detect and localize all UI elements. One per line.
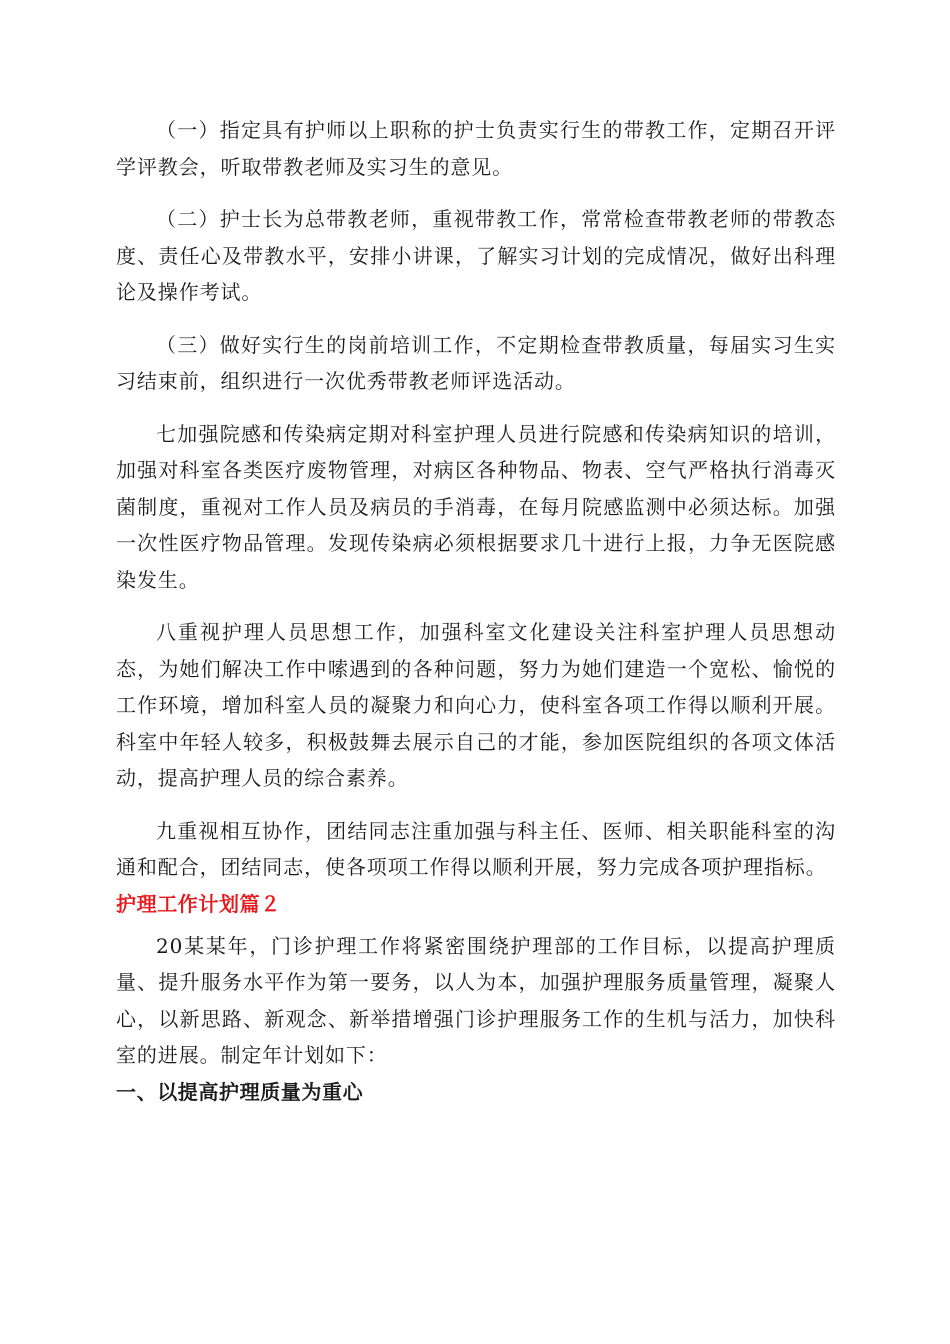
section-title: 护理工作计划篇２ <box>116 891 281 916</box>
paragraph-intro: 20某某年，门诊护理工作将紧密围绕护理部的工作目标，以提高护理质量、提升服务水平作为第一要务，以人为本，加强护理服务质量管理，凝聚人心，以新思路、新观念、新举措增强门诊护理服务工作的生机与活力，加快科室的进展。制定年计划如下： <box>116 933 836 1067</box>
paragraph-teaching-1: （一）指定具有护师以上职称的护士负责实行生的带教工作，定期召开评学评教会，听取带教老师及实习生的意见。 <box>116 118 836 179</box>
paragraph-infection-control: 七加强院感和传染病定期对科室护理人员进行院感和传染病知识的培训，加强对科室各类医疗废物管理，对病区各种物品、物表、空气严格执行消毒灭菌制度，重视对工作人员及病员的手消毒，在每月院感监测中必须达标。加强一次性医疗物品管理。发现传染病必须根据要求几十进行上报，力争无医院感染发生。 <box>116 421 836 592</box>
paragraph-staff-welfare: 八重视护理人员思想工作，加强科室文化建设关注科室护理人员思想动态，为她们解决工作中嗦遇到的各种问题，努力为她们建造一个宽松、愉悦的工作环境，增加科室人员的凝聚力和向心力，使科室各项工作得以顺利开展。科室中年轻人较多，积极鼓舞去展示自己的才能，参加医院组织的各项文体活动，提高护理人员的综合素养。 <box>116 620 836 790</box>
subheading: 一、以提高护理质量为重心 <box>116 1079 364 1104</box>
paragraph-teaching-2: （二）护士长为总带教老师，重视带教工作，常常检查带教老师的带教态度、责任心及带教水平，安排小讲课，了解实习计划的完成情况，做好出科理论及操作考试。 <box>116 207 836 304</box>
paragraph-teaching-3: （三）做好实行生的岗前培训工作，不定期检查带教质量，每届实习生实习结束前，组织进行一次优秀带教老师评选活动。 <box>116 332 836 393</box>
document-page <box>116 112 836 1110</box>
paragraph-cooperation: 九重视相互协作，团结同志注重加强与科主任、医师、相关职能科室的沟通和配合，团结同志，使各项项工作得以顺利开展，努力完成各项护理指标。 <box>116 818 836 879</box>
